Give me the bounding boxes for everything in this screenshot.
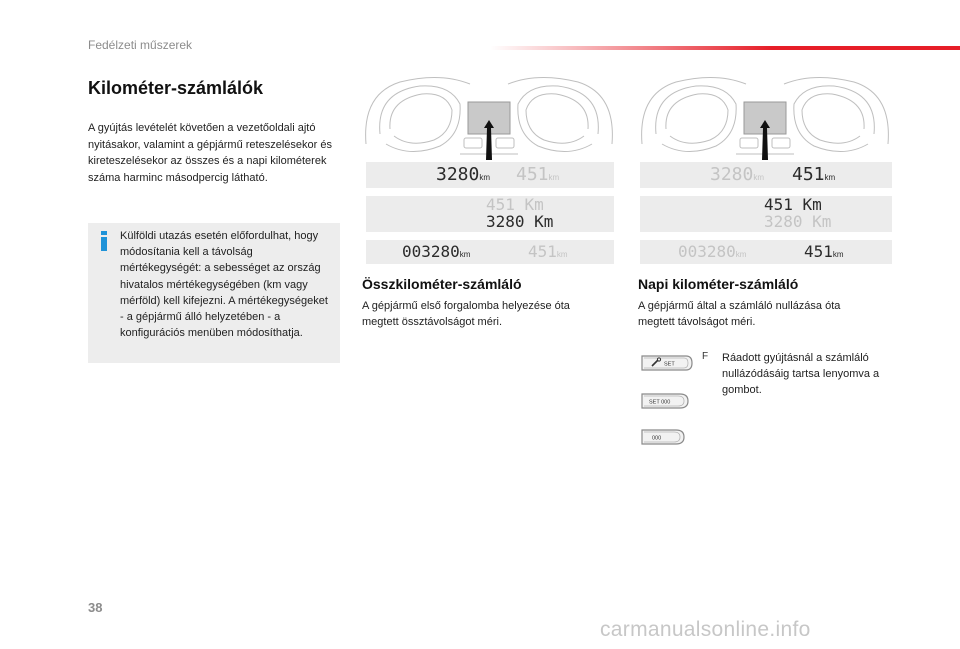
lcd-display-total-3: 003280km 451km — [366, 240, 614, 264]
page-title: Kilométer-számlálók — [88, 78, 264, 98]
total-odometer-title: Összkilométer-számláló — [362, 276, 522, 292]
svg-text:000: 000 — [652, 435, 662, 442]
watermark: carmanualsonline.info — [600, 618, 811, 641]
total-distance: 003280 — [678, 242, 736, 261]
trip-distance: 451 — [528, 242, 557, 261]
header-accent-rule — [490, 46, 960, 50]
svg-text:SET 000: SET 000 — [649, 399, 671, 406]
lcd-display-trip-1: 3280km 451km — [640, 162, 892, 188]
section-header: Fedélzeti műszerek — [88, 38, 193, 52]
intro-paragraph: A gyújtás levételét követően a vezetőoldali ajtó nyitásakor, valamint a gépjármű reteszelésekor és kireteszelésekor az összes és a napi kilométerek száma harminc másodpercig látható. — [88, 122, 332, 184]
set-reset-button[interactable] — [640, 390, 690, 412]
trip-distance: 451 — [486, 195, 515, 214]
trip-distance: 451 — [804, 242, 833, 261]
trip-meter-title: Napi kilométer-számláló — [638, 276, 799, 292]
set-button[interactable] — [640, 352, 694, 374]
reset-button[interactable] — [640, 426, 686, 448]
svg-text:SET: SET — [664, 361, 675, 368]
note-bullet: F — [702, 351, 709, 362]
instrument-cluster-illustration-total — [360, 74, 618, 160]
reset-instruction: Ráadott gyújtásnál a számláló nullázódásáig tartsa lenyomva a gombot. — [722, 352, 880, 397]
instrument-cluster-illustration-trip — [636, 74, 894, 160]
info-box — [88, 223, 340, 363]
trip-meter-description: A gépjármű által a számláló nullázása óta megtett távolságot méri. — [638, 300, 841, 329]
lcd-display-trip-2: 451 Km 3280 Km — [640, 196, 892, 232]
trip-distance: 451 — [516, 164, 549, 185]
page-number: 38 — [88, 600, 103, 615]
total-odometer-description: A gépjármű első forgalomba helyezése óta megtett össztávolságot méri. — [362, 300, 570, 329]
trip-distance: 451 — [764, 195, 793, 214]
info-text: Külföldi utazás esetén előfordulhat, hogy módosítania kell a távolság mértékegységét: a sebességet az ország hivatalos mértékegységében (km vagy mérföld) kell kifejezni. A mértékegységeket - a gépjármű álló helyzetében - a konfigurációs menüben módosíthatja. — [120, 230, 328, 340]
total-distance: 3280 — [710, 164, 754, 185]
lcd-display-trip-3: 003280km 451km — [640, 240, 892, 264]
total-distance: 3280 — [764, 212, 803, 231]
total-distance: 3280 — [436, 164, 480, 185]
trip-distance: 451 — [792, 164, 825, 185]
total-distance: 3280 — [486, 212, 525, 231]
info-icon — [97, 231, 111, 251]
lcd-display-total-1: 3280km 451km — [366, 162, 614, 188]
lcd-display-total-2: 451 Km 3280 Km — [366, 196, 614, 232]
total-distance: 003280 — [402, 242, 460, 261]
